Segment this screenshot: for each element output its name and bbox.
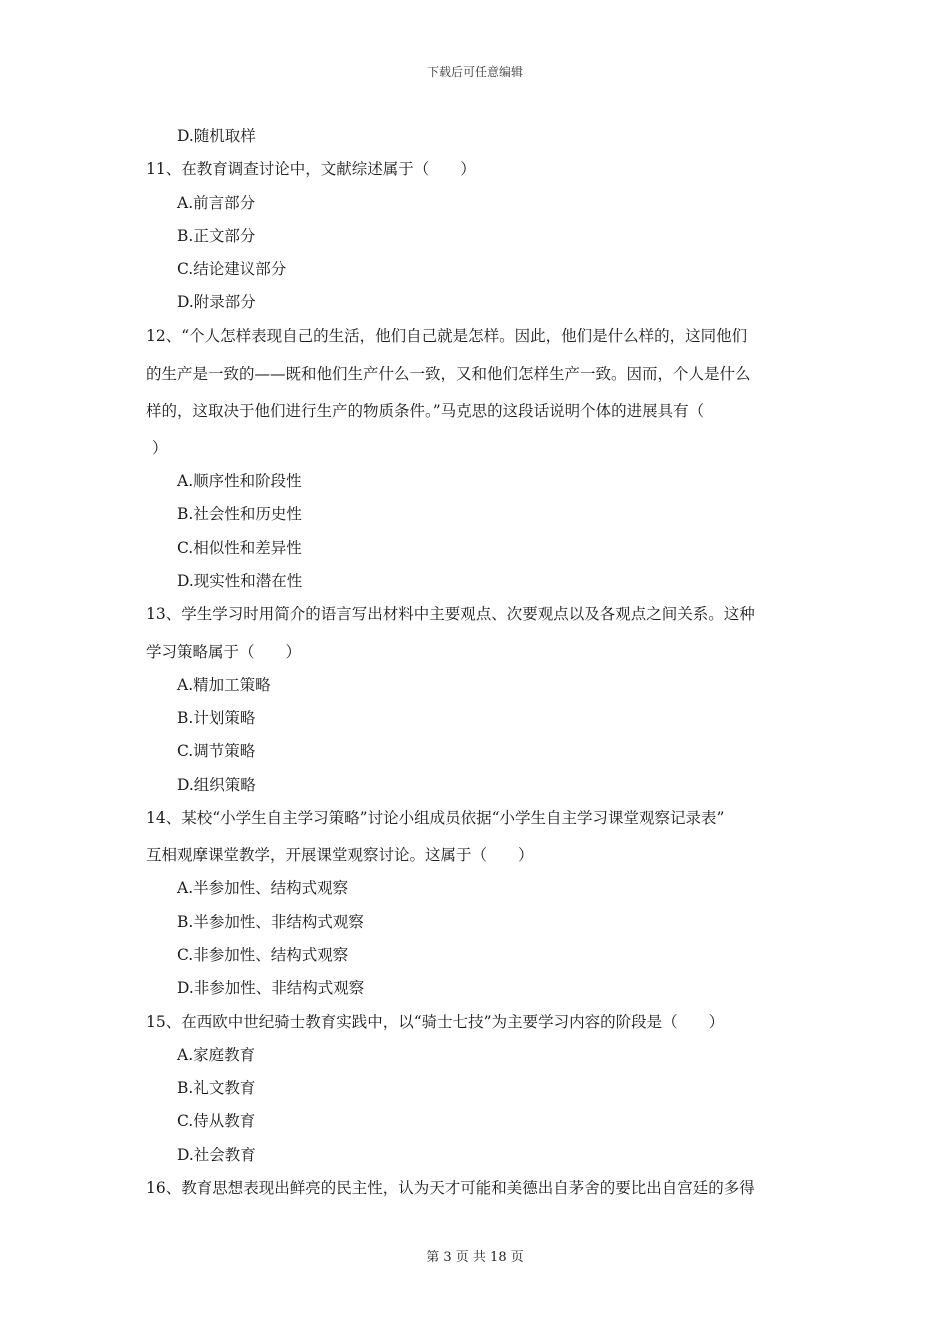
question-12-stem-4: ） (152, 439, 168, 457)
option-13-b: B.计划策略 (177, 709, 256, 727)
option-11-b: B.正文部分 (177, 227, 256, 245)
option-12-c: C.相似性和差异性 (177, 539, 302, 557)
question-14-stem-2: 互相观摩课堂教学，开展课堂观察讨论。这属于（ ） (146, 846, 534, 864)
question-12-stem-1: 12、“个人怎样表现自己的生活，他们自己就是怎样。因此，他们是什么样的，这同他们 (146, 327, 748, 345)
page-footer: 第 3 页 共 18 页 (426, 1250, 524, 1265)
option-11-a: A.前言部分 (177, 194, 256, 212)
question-11-stem: 11、在教育调查讨论中，文献综述属于（ ） (146, 160, 476, 178)
page-header: 下载后可任意编辑 (426, 65, 523, 79)
option-10-d: D.随机取样 (177, 127, 256, 145)
option-12-a: A.顺序性和阶段性 (177, 472, 302, 490)
option-15-a: A.家庭教育 (177, 1046, 256, 1064)
option-12-b: B.社会性和历史性 (177, 505, 302, 523)
option-15-c: C.侍从教育 (177, 1112, 256, 1130)
question-15-stem: 15、在西欧中世纪骑士教育实践中，以“骑士七技”为主要学习内容的阶段是（ ） (146, 1013, 725, 1031)
option-11-d: D.附录部分 (177, 293, 256, 311)
option-12-d: D.现实性和潜在性 (177, 572, 303, 590)
option-14-d: D.非参加性、非结构式观察 (177, 979, 365, 997)
option-14-b: B.半参加性、非结构式观察 (177, 913, 364, 931)
question-13-stem-1: 13、学生学习时用简介的语言写出材料中主要观点、次要观点以及各观点之间关系。这种 (146, 605, 755, 623)
option-15-b: B.礼文教育 (177, 1079, 256, 1097)
question-13-stem-2: 学习策略属于（ ） (146, 643, 302, 661)
option-11-c: C.结论建议部分 (177, 260, 287, 278)
option-14-a: A.半参加性、结构式观察 (177, 879, 349, 897)
option-13-d: D.组织策略 (177, 776, 256, 794)
option-13-c: C.调节策略 (177, 742, 256, 760)
question-16-stem-1: 16、教育思想表现出鲜亮的民主性，认为天才可能和美德出自茅舍的要比出自宫廷的多得 (146, 1179, 755, 1197)
option-15-d: D.社会教育 (177, 1146, 256, 1164)
question-12-stem-3: 样的，这取决于他们进行生产的物质条件。”马克思的这段话说明个体的进展具有（ (146, 402, 705, 420)
option-14-c: C.非参加性、结构式观察 (177, 946, 349, 964)
question-12-stem-2: 的生产是一致的——既和他们生产什么一致，又和他们怎样生产一致。因而，个人是什么 (146, 365, 751, 383)
question-14-stem-1: 14、某校“小学生自主学习策略”讨论小组成员依据“小学生自主学习课堂观察记录表” (146, 809, 725, 827)
option-13-a: A.精加工策略 (177, 676, 271, 694)
